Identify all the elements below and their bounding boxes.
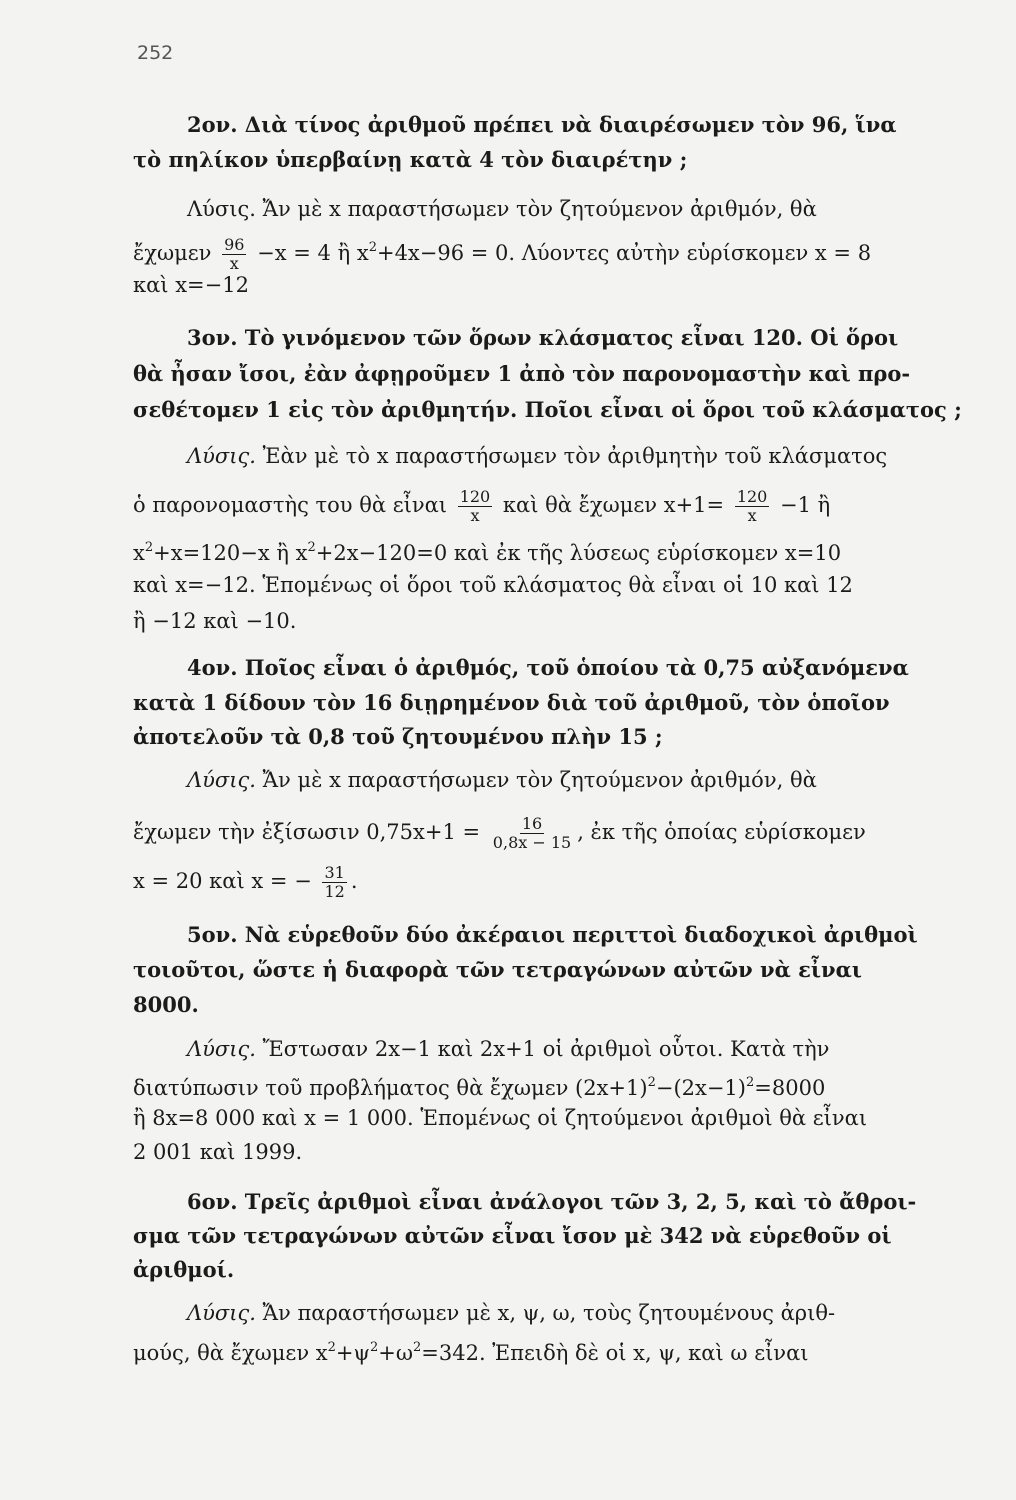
problem-5-solution-line-3: ἢ 8x=8 000 καὶ x = 1 000. Ἑπομένως οἱ ζητούμενοι ἀριθμοὶ θὰ εἶναι	[133, 1106, 868, 1130]
problem-6-solution-line-2	[133, 1334, 965, 1367]
problem-4-solution-line-3	[133, 864, 965, 901]
problem-2-solution-line-2	[133, 234, 965, 273]
text: x = 20 καὶ x = −	[133, 869, 312, 893]
problem-2-solution-line-3: καὶ x=−12	[133, 273, 249, 297]
text: μούς, θὰ ἔχωμεν x	[133, 1341, 328, 1365]
problem-3-solution-line-3	[133, 534, 965, 567]
fraction-denominator: 0,8x − 15	[492, 833, 572, 852]
problem-5-title-line-2: τοιοῦτοι, ὥστε ἡ διαφορὰ τῶν τετραγώνων αὐτῶν νὰ εἶναι	[133, 957, 862, 982]
problem-4-title-line-3: ἀποτελοῦν τὰ 0,8 τοῦ ζητουμένου πλὴν 15 ;	[133, 724, 663, 749]
problem-4-solution-line-2	[133, 815, 965, 852]
superscript: 2	[307, 540, 316, 555]
text: +x=120−x ἢ x	[153, 541, 308, 565]
text: Ἐὰν μὲ τὸ x παραστήσωμεν τὸν ἀριθμητὴν τοῦ κλάσματος	[262, 444, 888, 468]
problem-2-solution-line-1: Λύσις. Ἄν μὲ x παραστήσωμεν τὸν ζητούμενον ἀριθμόν, θὰ	[187, 197, 817, 221]
text: −(2x−1)	[655, 1076, 746, 1100]
problem-5-title-line-3: 8000.	[133, 992, 199, 1017]
problem-3-title-line-1: 3ον. Τὸ γινόμενον τῶν ὅρων κλάσματος εἶναι 120. Οἱ ὅροι	[187, 325, 899, 350]
problem-3-solution-line-2	[133, 488, 965, 525]
fraction-denominator: 12	[324, 882, 345, 901]
fraction-numerator: 31	[324, 863, 345, 882]
text: +2x−120=0 καὶ ἐκ τῆς λύσεως εὑρίσκομεν x=10	[315, 541, 842, 565]
solution-label: Λύσις.	[187, 1037, 256, 1061]
superscript: 2	[144, 540, 154, 555]
text: x	[133, 541, 145, 565]
problem-6-solution-line-1	[133, 1299, 965, 1327]
solution-label: Λύσις.	[187, 1301, 256, 1325]
problem-4-title-line-2: κατὰ 1 δίδουν τὸν 16 διῃρημένον διὰ τοῦ ἀριθμοῦ, τὸν ὁποῖον	[133, 690, 890, 715]
fraction-numerator: 96	[224, 235, 245, 254]
problem-3-solution-line-4: καὶ x=−12. Ἑπομένως οἱ ὅροι τοῦ κλάσματος θὰ εἶναι οἱ 10 καὶ 12	[133, 573, 853, 597]
fraction-denominator: x	[747, 506, 757, 525]
text: .	[350, 869, 358, 893]
fraction-numerator: 120	[736, 487, 768, 506]
problem-5-title-line-1: 5ον. Νὰ εὑρεθοῦν δύο ἀκέραιοι περιττοὶ διαδοχικοὶ ἀριθμοὶ	[187, 922, 918, 947]
text: =342. Ἐπειδὴ δὲ οἱ x, ψ, καὶ ω εἶναι	[421, 1341, 809, 1365]
text: ὁ παρονομαστὴς του θὰ εἶναι	[133, 493, 447, 517]
superscript: 2	[368, 240, 377, 255]
text: +ψ	[335, 1341, 370, 1365]
superscript: 2	[327, 1340, 336, 1355]
text: +ω	[378, 1341, 413, 1365]
problem-4-title-line-1: 4ον. Ποῖος εἶναι ὁ ἀριθμός, τοῦ ὁποίου τὰ 0,75 αὐξανόμενα	[187, 655, 909, 680]
text: καὶ θὰ ἔχωμεν x+1=	[502, 493, 725, 517]
fraction-numerator: 120	[459, 487, 491, 506]
fraction-numerator: 16	[521, 814, 543, 833]
problem-6-title-line-2: σμα τῶν τετραγώνων αὐτῶν εἶναι ἴσον μὲ 342 νὰ εὑρεθοῦν οἱ	[133, 1223, 892, 1248]
problem-3-title-line-2: θὰ ἦσαν ἴσοι, ἐὰν ἀφῃροῦμεν 1 ἀπὸ τὸν παρονομαστὴν καὶ προ-	[133, 361, 911, 386]
problem-6-title-line-1: 6ον. Τρεῖς ἀριθμοὶ εἶναι ἀνάλογοι τῶν 3, 2, 5, καὶ τὸ ἄθροι-	[187, 1189, 917, 1214]
superscript: 2	[369, 1340, 379, 1355]
fraction-denominator: x	[470, 506, 480, 525]
problem-3-title-line-3: σεθέτομεν 1 εἰς τὸν ἀριθμητήν. Ποῖοι εἶναι οἱ ὅροι τοῦ κλάσματος ;	[133, 397, 962, 422]
fraction	[491, 815, 573, 852]
problem-4-solution-line-1	[133, 766, 965, 794]
text: −x = 4 ἢ x	[257, 241, 369, 265]
fraction	[458, 488, 493, 525]
problem-3-solution-line-5: ἢ −12 καὶ −10.	[133, 609, 297, 633]
problem-5-solution-line-4: 2 001 καὶ 1999.	[133, 1140, 303, 1164]
text: ἔχωμεν τὴν ἐξίσωσιν 0,75x+1 =	[133, 820, 481, 844]
superscript: 2	[746, 1075, 755, 1090]
problem-5-solution-line-2	[133, 1069, 965, 1102]
fraction	[222, 236, 246, 273]
fraction	[322, 864, 346, 901]
text: , ἐκ τῆς ὁποίας εὑρίσκομεν	[577, 820, 866, 844]
problem-2-title-line-1: 2ον. Διὰ τίνος ἀριθμοῦ πρέπει νὰ διαιρέσωμεν τὸν 96, ἵνα	[187, 112, 897, 137]
fraction	[735, 488, 770, 525]
page-number: 252	[137, 42, 174, 64]
superscript: 2	[412, 1340, 422, 1355]
problem-5-solution-line-1	[133, 1035, 965, 1063]
problem-3-solution-line-1	[133, 442, 965, 470]
fraction-denominator: x	[229, 254, 239, 273]
solution-label: Λύσις.	[187, 768, 256, 792]
text: +4x−96 = 0. Λύοντες αὐτὴν εὑρίσκομεν x = 8	[376, 241, 872, 265]
text: ἔχωμεν	[133, 241, 212, 265]
superscript: 2	[647, 1075, 656, 1090]
text: διατύπωσιν τοῦ προβλήματος θὰ ἔχωμεν (2x+1)	[133, 1076, 648, 1100]
text: Ἔστωσαν 2x−1 καὶ 2x+1 οἱ ἀριθμοὶ οὗτοι. Κατὰ τὴν	[262, 1037, 830, 1061]
text: Ἄν παραστήσωμεν μὲ x, ψ, ω, τοὺς ζητουμένους ἀριθ-	[262, 1301, 836, 1325]
text: Ἄν μὲ x παραστήσωμεν τὸν ζητούμενον ἀριθμόν, θὰ	[262, 768, 817, 792]
text: −1 ἢ	[780, 493, 831, 517]
problem-2-title-line-2: τὸ πηλίκον ὑπερβαίνῃ κατὰ 4 τὸν διαιρέτην ;	[133, 147, 688, 172]
problem-6-title-line-3: ἀριθμοί.	[133, 1257, 235, 1282]
solution-label: Λύσις.	[187, 444, 256, 468]
text: =8000	[754, 1076, 826, 1100]
